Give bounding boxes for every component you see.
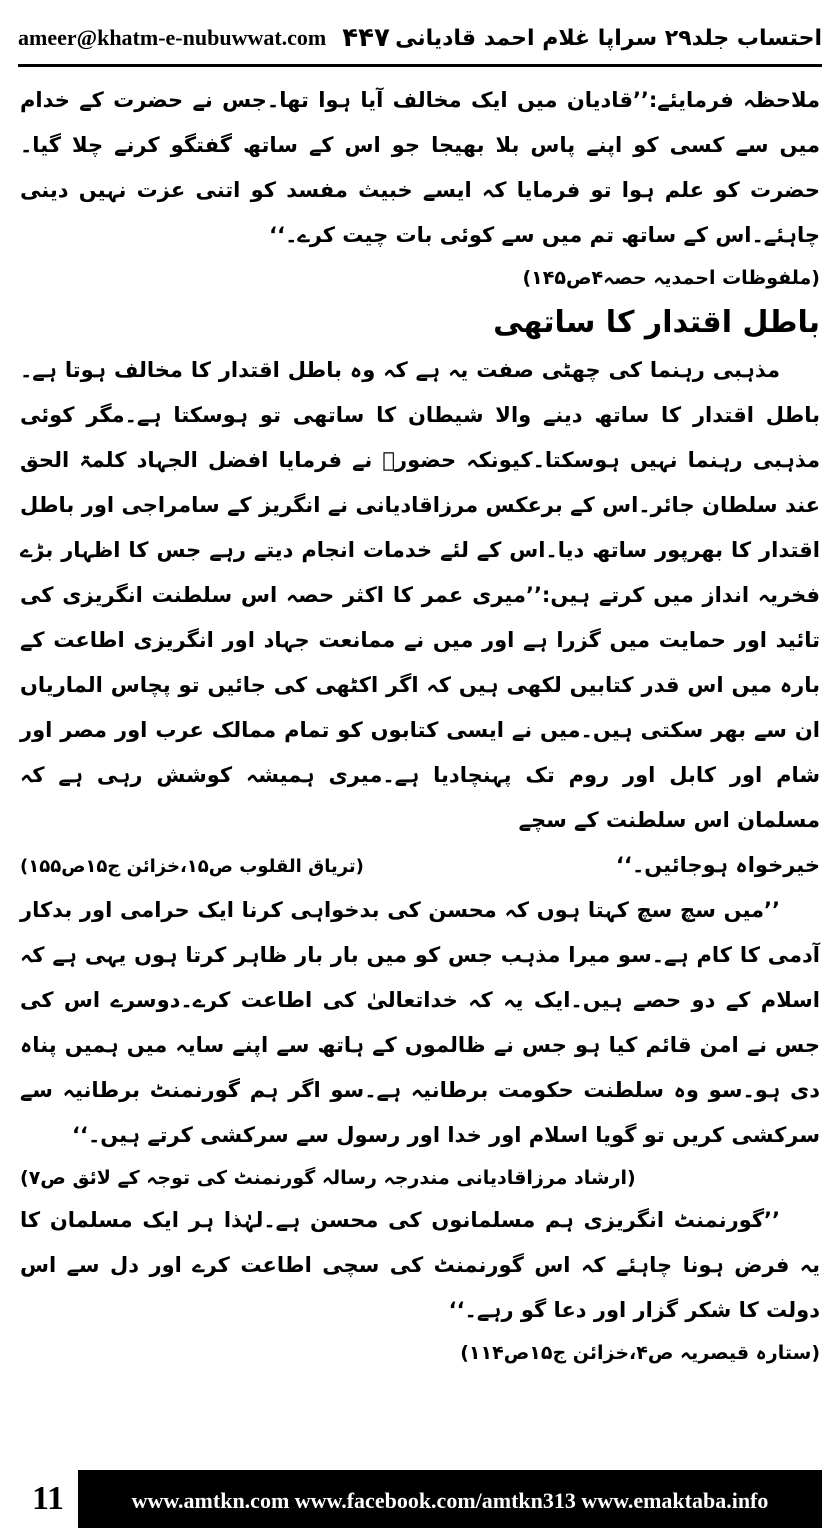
paragraph-tail-row [20, 843, 820, 888]
page-footer [18, 1470, 822, 1528]
citation-malfoozat: (ملفوظات احمدیہ حصہ۴ص۱۴۵) [522, 267, 820, 289]
section-heading: باطل اقتدار کا ساتھی [493, 305, 820, 340]
footer-links[interactable]: www.amtkn.com www.facebook.com/amtkn313 www.emaktaba.info [78, 1470, 822, 1528]
paragraph-batil-iqtidar: مذہبی رہنما کی چھٹی صفت یہ ہے کہ وہ باطل اقتدار کا مخالف ہوتا ہے۔باطل اقتدار کا ساتھ دینے والا شیطان کا ساتھی تو ہوسکتا ہے۔مگر کوئی مذہبی رہنما نہیں ہوسکتا۔کیونکہ حضورؐ نے فرمایا افضل الجہاد کلمۃ الحق عند سلطان جائر۔اس کے برعکس مرزاقادیانی نے انگریز کے سامراجی اور باطل اقتدار کا بھرپور ساتھ دیا۔اس کے لئے خدمات انجام دیتے رہے جس کا اظہار بڑے فخریہ انداز میں کرتے ہیں:’’میری عمر کا اکثر حصہ اس سلطنت انگریزی کی تائید اور حمایت میں گزرا ہے اور میں نے ممانعت جہاد اور انگریزی اطاعت کے بارہ میں اس قدر کتابیں لکھی ہیں کہ اگر اکٹھی کی جائیں تو پچاس الماریاں ان سے بھر سکتی ہیں۔میں نے ایسی کتابوں کو تمام ممالک عرب اور مصر اور شام اور کابل اور روم تک پہنچادیا ہے۔میری ہمیشہ کوشش رہی ہے کہ مسلمان اس سلطنت کے سچے [20, 358, 820, 832]
header-page-number: ۴۴۷ [342, 23, 390, 53]
header-email: ameer@khatm-e-nubuwwat.com [18, 25, 327, 50]
paragraph-quote-mohsin: ’’میں سچ سچ کہتا ہوں کہ محسن کی بدخواہی کرنا ایک حرامی اور بدکار آدمی کا کام ہے۔سو میرا مذہب جس کو میں بار بار ظاہر کرتا ہوں یہی ہے کہ اسلام کے دو حصے ہیں۔ایک یہ کہ خداتعالیٰ کی اطاعت کرے۔دوسرے اس کی جس نے امن قائم کیا ہو جس نے ظالموں کے ہاتھ سے اپنے سایہ میں ہمیں پناہ دی ہو۔سو وہ سلطنت حکومت برطانیہ ہے۔سو اگر ہم گورنمنٹ برطانیہ سے سرکشی کریں تو گویا اسلام اور خدا اور رسول سے سرکشی کرتے ہیں۔‘‘ [20, 898, 820, 1147]
citation-sitara: (ستارہ قیصریہ ص۴،خزائن ج۱۵ص۱۱۴) [460, 1342, 820, 1364]
citation-irshad: (ارشاد مرزاقادیانی مندرجہ رسالہ گورنمنٹ کی توجہ کے لائق ص۷) [20, 1167, 636, 1189]
citation-tiryaq: (تریاق القلوب ص۱۵،خزائن ج۱۵ص۱۵۵) [20, 856, 364, 877]
paragraph-tail: خیرخواہ ہوجائیں۔‘‘ [616, 853, 820, 877]
header-running-title: احتساب جلد۲۹ سراپا غلام احمد قادیانی [395, 25, 822, 51]
page-header [18, 12, 822, 67]
paragraph-quote-government: ’’گورنمنٹ انگریزی ہم مسلمانوں کی محسن ہے۔لہٰذا ہر ایک مسلمان کا یہ فرض ہونا چاہئے کہ اس گورنمنٹ کی سچی اطاعت کرے اور دل سے اس دولت کا شکر گزار اور دعا گو رہے۔‘‘ [20, 1208, 820, 1322]
intro-paragraph: ملاحظہ فرمایئے:’’قادیان میں ایک مخالف آیا ہوا تھا۔جس نے حضرت کے خدام میں سے کسی کو اپنے پاس بلا بھیجا جو اس کے ساتھ گفتگو کرنے چلا گیا۔حضرت کو علم ہوا تو فرمایا کہ ایسے خبیث مفسد کو اتنی عزت نہیں دینی چاہئے۔اس کے ساتھ تم میں سے کوئی بات چیت کرے۔‘‘ [20, 88, 820, 247]
footer-page-number: 11 [31, 1480, 65, 1517]
page-body [20, 78, 820, 1450]
